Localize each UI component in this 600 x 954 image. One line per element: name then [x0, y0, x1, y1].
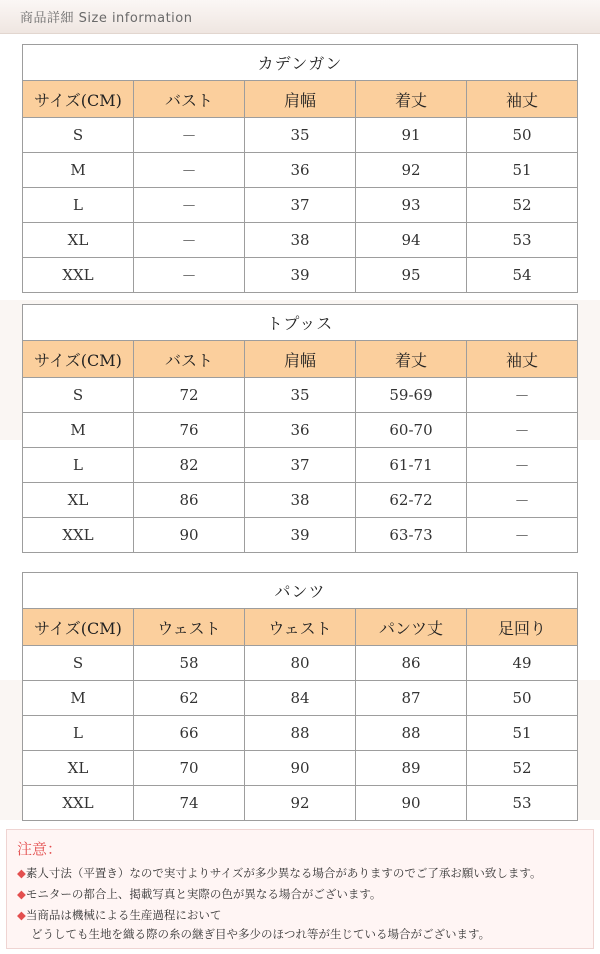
note-text: モニターの都合上、掲載写真と実際の色が異なる場合がございます。 [25, 887, 382, 901]
table-cell: － [134, 118, 245, 153]
column-header: サイズ(CM) [23, 609, 134, 646]
table-cell: 86 [356, 646, 467, 681]
table-cell: 66 [134, 716, 245, 751]
diamond-bullet-icon: ◆ [17, 866, 26, 880]
table-cell: 49 [467, 646, 578, 681]
table-cell: 61-71 [356, 448, 467, 483]
note-item [17, 907, 221, 923]
table-row [23, 258, 578, 293]
column-header: バスト [134, 81, 245, 118]
table-cell: 72 [134, 378, 245, 413]
table-cell: 93 [356, 188, 467, 223]
table-cell: XL [23, 751, 134, 786]
table-cell: 86 [134, 483, 245, 518]
table-cell: S [23, 646, 134, 681]
column-header: バスト [134, 341, 245, 378]
column-header: 着丈 [356, 81, 467, 118]
table-cell: 90 [356, 786, 467, 821]
table-cell: － [134, 153, 245, 188]
table-row [23, 681, 578, 716]
diamond-bullet-icon: ◆ [17, 887, 26, 901]
table-cell: S [23, 378, 134, 413]
table-cell: － [134, 188, 245, 223]
table-cell: 52 [467, 188, 578, 223]
column-header: サイズ(CM) [23, 341, 134, 378]
table-cell: 91 [356, 118, 467, 153]
table-cell: － [467, 378, 578, 413]
notes-title: 注意： [17, 840, 63, 858]
table-cell: － [467, 413, 578, 448]
table-cell: XXL [23, 786, 134, 821]
table-cell: 92 [356, 153, 467, 188]
table-cell: 54 [467, 258, 578, 293]
table-row [23, 646, 578, 681]
table-cell: XL [23, 483, 134, 518]
table-cell: 38 [245, 483, 356, 518]
table-cell: XXL [23, 258, 134, 293]
table-cell: 70 [134, 751, 245, 786]
table-cell: L [23, 716, 134, 751]
table-cell: 39 [245, 258, 356, 293]
table-cell: － [467, 448, 578, 483]
note-item [17, 886, 381, 902]
table-cell: L [23, 448, 134, 483]
table-row [23, 751, 578, 786]
table-row [23, 378, 578, 413]
table-row [23, 153, 578, 188]
table-cell: 80 [245, 646, 356, 681]
table-cell: － [467, 518, 578, 553]
table-title: カデンガン [23, 45, 578, 81]
note-text: 当商品は機械による生産過程において [25, 908, 222, 922]
table-cell: XXL [23, 518, 134, 553]
size-table-tops [22, 304, 578, 553]
table-row [23, 188, 578, 223]
table-cell: XL [23, 223, 134, 258]
table-cell: M [23, 413, 134, 448]
size-table-cardigan [22, 44, 578, 293]
table-cell: 94 [356, 223, 467, 258]
table-row [23, 413, 578, 448]
table-cell: 88 [245, 716, 356, 751]
column-header: 肩幅 [245, 81, 356, 118]
table-row [23, 786, 578, 821]
table-cell: 38 [245, 223, 356, 258]
table-cell: 51 [467, 716, 578, 751]
table-cell: 51 [467, 153, 578, 188]
table-cell: 50 [467, 681, 578, 716]
column-header: ウェスト [134, 609, 245, 646]
table-cell: 36 [245, 413, 356, 448]
table-cell: 74 [134, 786, 245, 821]
table-cell: － [134, 223, 245, 258]
table-cell: 52 [467, 751, 578, 786]
table-row [23, 223, 578, 258]
column-header: 足回り [467, 609, 578, 646]
note-text: 素人寸法（平置き）なので実寸よりサイズが多少異なる場合がありますのでご了承お願い致します。 [25, 866, 542, 880]
diamond-bullet-icon: ◆ [17, 908, 26, 922]
table-header-row [23, 341, 578, 378]
table-cell: 63-73 [356, 518, 467, 553]
table-row [23, 518, 578, 553]
table-row [23, 448, 578, 483]
table-cell: 92 [245, 786, 356, 821]
table-cell: 62 [134, 681, 245, 716]
table-cell: 36 [245, 153, 356, 188]
notes-box [6, 829, 594, 949]
table-cell: 88 [356, 716, 467, 751]
size-table-pants [22, 572, 578, 821]
table-cell: 37 [245, 188, 356, 223]
note-item [17, 865, 542, 881]
table-cell: 39 [245, 518, 356, 553]
table-cell: S [23, 118, 134, 153]
table-cell: 87 [356, 681, 467, 716]
table-cell: － [134, 258, 245, 293]
table-cell: 53 [467, 786, 578, 821]
table-cell: M [23, 153, 134, 188]
table-title: トプッス [23, 305, 578, 341]
table-cell: 53 [467, 223, 578, 258]
table-cell: 35 [245, 118, 356, 153]
column-header: 着丈 [356, 341, 467, 378]
table-cell: M [23, 681, 134, 716]
table-cell: 60-70 [356, 413, 467, 448]
table-cell: 95 [356, 258, 467, 293]
table-cell: L [23, 188, 134, 223]
table-title: パンツ [23, 573, 578, 609]
table-cell: 35 [245, 378, 356, 413]
table-cell: 90 [134, 518, 245, 553]
table-cell: 59-69 [356, 378, 467, 413]
table-cell: 76 [134, 413, 245, 448]
column-header: 肩幅 [245, 341, 356, 378]
column-header: ウェスト [245, 609, 356, 646]
column-header: パンツ丈 [356, 609, 467, 646]
page-header [0, 0, 600, 34]
column-header: サイズ(CM) [23, 81, 134, 118]
table-row [23, 483, 578, 518]
table-cell: 37 [245, 448, 356, 483]
note-continuation: どうしても生地を織る際の糸の継ぎ目や多少のほつれ等が生じている場合がございます。 [31, 927, 491, 941]
table-cell: 84 [245, 681, 356, 716]
table-cell: － [467, 483, 578, 518]
table-cell: 82 [134, 448, 245, 483]
table-cell: 89 [356, 751, 467, 786]
column-header: 袖丈 [467, 81, 578, 118]
column-header: 袖丈 [467, 341, 578, 378]
table-cell: 90 [245, 751, 356, 786]
table-row [23, 118, 578, 153]
table-cell: 50 [467, 118, 578, 153]
table-cell: 58 [134, 646, 245, 681]
table-header-row [23, 609, 578, 646]
table-cell: 62-72 [356, 483, 467, 518]
table-row [23, 716, 578, 751]
table-header-row [23, 81, 578, 118]
page-title: 商品詳細 Size information [20, 11, 193, 26]
